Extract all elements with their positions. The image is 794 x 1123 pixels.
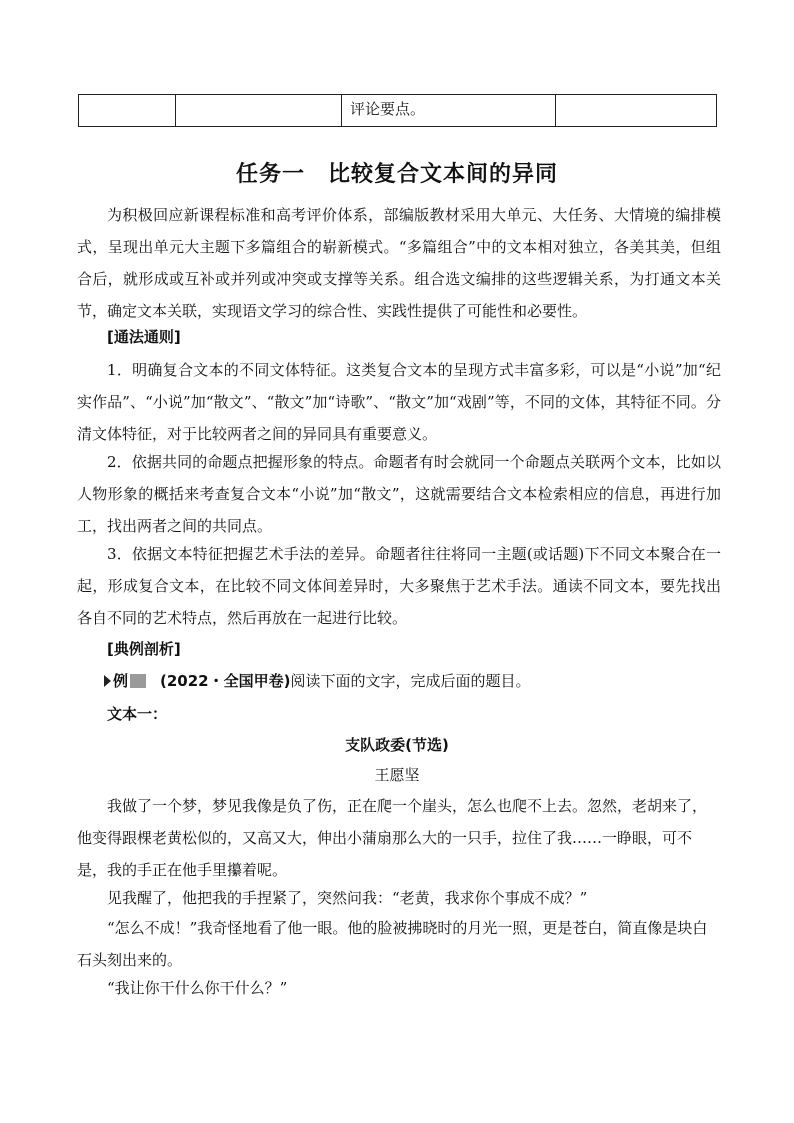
rule-item-1: 1．明确复合文本的不同文体特征。这类复合文本的呈现方式丰富多彩，可以是“小说”加“纪实作品”、“小说”加“散文”、“散文”加“诗歌”、“散文”加“戏剧”等，不同的文体，其特征不同。分清文体特征，对于比较两者之间的异同具有重要意义。 <box>77 361 721 443</box>
story-paragraph-3: “怎么不成！”我奇怪地看了他一眼。他的脸被拂晓时的月光一照，更是苍白，简直像是块白石头刻出来的。 <box>77 919 708 969</box>
example-instruction: 阅读下面的文字，完成后面的题目。 <box>290 672 531 690</box>
story-paragraph-2: 见我醒了，他把我的手捏紧了，突然问我：“老黄，我求你个事成不成？” <box>107 889 588 907</box>
story-title: 支队政委(节选) <box>345 736 449 754</box>
example-intro-line <box>104 670 531 691</box>
task-title: 任务一 比较复合文本间的异同 <box>235 162 558 187</box>
gray-box-icon <box>130 674 146 688</box>
story-paragraph-1: 我做了一个梦，梦见我像是负了伤，正在爬一个崖头，怎么也爬不上去。忽然，老胡来了，他变得跟棵老黄松似的，又高又大，伸出小蒲扇那么大的一只手，拉住了我……一睁眼，可不是，我的手正在他手里攥着呢。 <box>77 797 708 879</box>
table-cell <box>79 95 176 127</box>
rules-heading: [通法通则] <box>107 328 181 346</box>
top-table-fragment <box>78 94 717 127</box>
example-badge <box>104 670 146 691</box>
example-source: (2022・全国甲卷) <box>160 672 291 690</box>
rule-item-3: 3．依据文本特征把握艺术手法的差异。命题者往往将同一主题(或话题)下不同文本聚合在一起，形成复合文本，在比较不同文体间差异时，大多聚焦于艺术手法。通读不同文本，要先找出各自不同的艺术特点，然后再放在一起进行比较。 <box>77 545 721 627</box>
example-badge-label: 例 <box>113 672 129 690</box>
table-cell: 评论要点。 <box>342 95 556 127</box>
text-label: 文本一： <box>107 705 168 723</box>
example-heading: [典例剖析] <box>107 640 181 658</box>
table-cell <box>556 95 717 127</box>
rule-item-2: 2．依据共同的命题点把握形象的特点。命题者有时会就同一个命题点关联两个文本，比如以人物形象的概括来考查复合文本“小说”加“散文”，这就需要结合文本检索相应的信息，再进行加工，找出两者之间的共同点。 <box>77 453 721 535</box>
story-author: 王愿坚 <box>374 766 420 784</box>
story-paragraph-4: “我让你干什么你干什么？” <box>107 979 288 997</box>
table-cell <box>176 95 342 127</box>
triangle-marker-icon <box>104 675 111 687</box>
intro-paragraph: 为积极回应新课程标准和高考评价体系，部编版教材采用大单元、大任务、大情境的编排模式，呈现出单元大主题下多篇组合的崭新模式。“多篇组合”中的文本相对独立，各美其美，但组合后，就形成或互补或并列或冲突或支撑等关系。组合选文编排的这些逻辑关系，为打通文本关节，确定文本关联，实现语文学习的综合性、实践性提供了可能性和必要性。 <box>77 206 721 320</box>
table-row <box>79 95 717 127</box>
